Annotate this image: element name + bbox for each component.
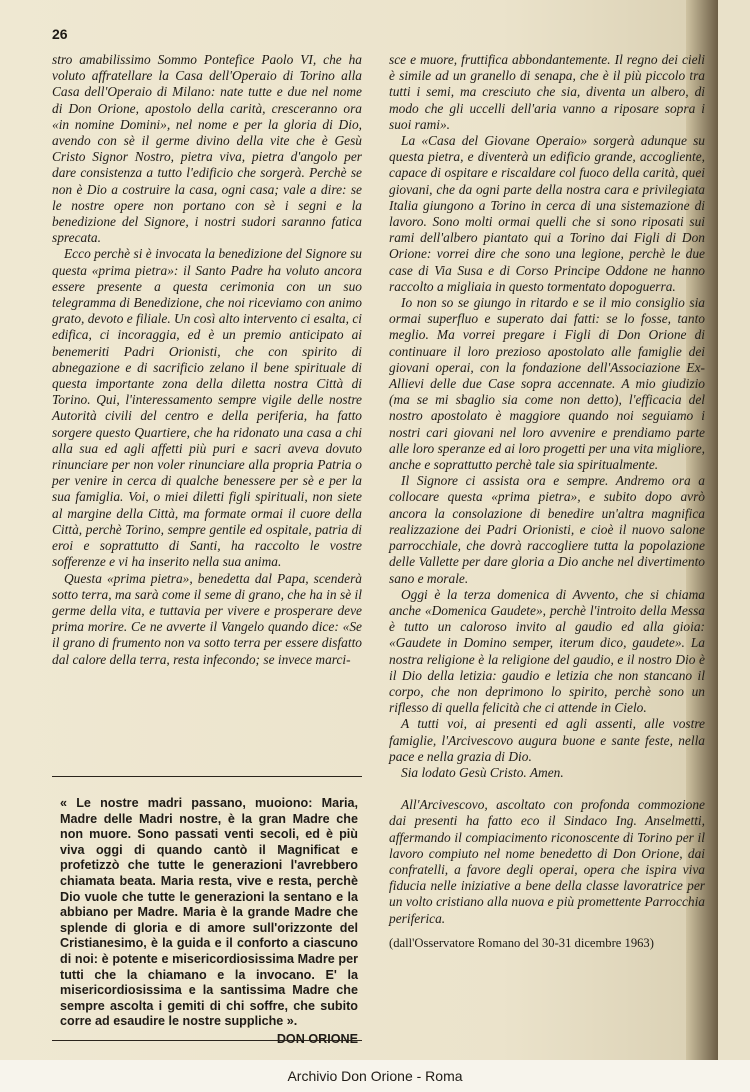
divider-bottom: [52, 1040, 362, 1041]
paragraph: Sia lodato Gesù Cristo. Amen.: [401, 764, 564, 780]
paragraph: sce e muore, fruttifica abbondantemente. Il regno dei cieli è simile ad un granello di senapa, che è il più piccolo tra tutti i semi, ma cresciuto che sia, diventa un albero, di modo che gli uccelli dell'aria vanno a riposare sopra i suoi rami».: [389, 52, 705, 132]
paragraph: Ecco perchè si è invocata la benedizione del Signore su questa «prima pietra»: il Santo Padre ha voluto ancora essere presente a questa cerimonia con un suo telegramma di Benedizione, che noi riceviamo con animo grato, devoto e filiale. Un così alto intervento ci esalta, ci edifica, ci incoraggia, ed è un premio anticipato ai benemeriti Padri Orionisti, che con spirito di abnegazione e di sacrificio zelano il bene spirituale di questa importante zona della diletta nostra Città di Torino. Qui, l'interessamento sempre vigile delle nostre Autorità civili del centro e della periferia, ha fatto sorgere questo Quartiere, che ha ridonato una casa a chi alla sua ed agli affetti più puri e sacri aveva dovuto rinunciare per non voler rinunciare alla propria Patria o per venire in cerca di qualche benessere per sè e per la sua famiglia. Voi, o miei diletti figli spirituali, non siete al margine della Città, ma formate ormai il cuore della Città, perchè Torino, sempre gentile ed ospitale, patria di eroi e soprattutto di Santi, ha raccolto le vostre sofferenze e vi ha inserito nella sua anima.: [52, 246, 362, 570]
archive-footer: Archivio Don Orione - Roma: [0, 1060, 750, 1092]
don-orione-quote: [60, 796, 358, 1048]
source-citation: (dall'Osservatore Romano del 30-31 dicembre 1963): [389, 935, 654, 950]
quote-text: « Le nostre madri passano, muoiono: Maria, Madre delle Madri nostre, è la gran Madre che non muore. Sono passati venti secoli, ed è più viva oggi di quando cantò il Magnificat e profetizzò che tutte le generazioni l'avrebbero chiamata beata. Maria resta, vive e resta, perchè Dio vuole che tutte le generazioni la sentano e la abbiano per Madre. Maria è la grande Madre che splende di gloria e di amore sull'orizzonte del Cristianesimo, è la guida e il conforto a ciascuno di noi: è potente e misericordiosissima Madre per tutti che la chiamano e la invocano. E' la misericordiosissima e la santissima Madre che sempre ascolta i gemiti di chi soffre, che subito corre ad esaudire le nostre suppliche ».: [60, 796, 358, 1029]
left-column: [52, 52, 362, 668]
paragraph: Il Signore ci assista ora e sempre. Andremo ora a collocare questa «prima pietra», e subito dopo avrò ancora la consolazione di benedire un'altra magnifica realizzazione dei Padri Orionisti, e cioè il nuovo salone parrocchiale, che dovrà raccogliere tutta la popolazione delle Vallette per dare gloria a Dio anche nel divertimento sano e morale.: [389, 473, 705, 586]
quote-signature: DON ORIONE: [276, 1031, 358, 1046]
right-column: [389, 52, 705, 951]
paragraph: Io non so se giungo in ritardo e se il mio consiglio sia ormai superfluo e superato dai fatti: se lo fosse, tanto meglio. Ma vorrei pregare i Figli di Don Orione di continuare il loro prezioso apostolato alle famiglie dei giovani operai, con la fondazione dell'Associazione Ex-Allievi delle due Case sopra accennate. A mio giudizio (ma se mi sbaglio sia come non detto), l'efficacia del nostro apostolato è maggiore quando noi seguiamo i nostri cari giovani nel loro avvenire e prendiamo parte alle loro speranze ed ai loro progetti per una vita migliore, anche e soprattutto perchè tale sia spiritualmente.: [389, 295, 706, 473]
paragraph: Questa «prima pietra», benedetta dal Papa, scenderà sotto terra, ma sarà come il seme di grano, che ha in sè il germe della vita, e tuttavia per vivere e prosperare deve prima morire. Ce ne avverte il Vangelo quando dice: «Se il grano di frumento non va sotto terra per essere disfatto dal calore della terra, resta infecondo; se invece marci-: [52, 570, 362, 667]
paragraph: Oggi è la terza domenica di Avvento, che si chiama anche «Domenica Gaudete», perchè l'introito della Messa è tutto un caloroso invito al gaudio ed alla gioia: «Gaudete in Domino semper, iterum dico, gaudete». La nostra religione è la religione del gaudio, e il nostro Dio è il Dio della letizia: gaudio e letizia che non stancano il corpo, che non deprimono lo spirito, perchè sono un riflesso di quella felicità che ci attende in Cielo.: [389, 586, 705, 716]
page-number: 26: [52, 26, 68, 42]
paragraph: stro amabilissimo Sommo Pontefice Paolo VI, che ha voluto affratellare la Casa dell'Operaio di Torino alla Casa dell'Operaio di Milano: nate tutte e due nel nome di Don Orione, apostolo della carità, cresceranno ora «in nomine Domini», nel nome e per la gloria di Dio, avendo con sè il germe divino della vite che è Gesù Cristo Signor Nostro, pietra viva, pietra d'angolo per dare consistenza a tutto l'edificio che sorgerà. Perchè se non è Dio a costruire la casa, ogni casa; vale a dire: se le nostre opere non portano con sè i segni e la benedizione del Signore, i nostri sudori saranno fatica sprecata.: [52, 52, 362, 246]
paragraph: All'Arcivescovo, ascoltato con profonda commozione dai presenti ha fatto eco il Sindaco Ing. Anselmetti, affermando il compiacimento riconoscente di Torino per il lavoro compiuto nel nome benedetto di Don Orione, dai confratelli, a favore degli operai, opera che ispira viva fiducia nelle iniziative a bene della classe lavoratrice per un volto cristiano alla nuova e più promettente Parrocchia periferica.: [389, 797, 705, 926]
paragraph: La «Casa del Giovane Operaio» sorgerà adunque su questa pietra, e diventerà un edificio grande, accogliente, capace di ospitare e riscaldare col fuoco della carità, quei giovani, che da ogni parte della nostra cara e privilegiata Italia giungono a Torino in cerca di una sistemazione di lavoro. Sono molti ormai quelli che si sono riposati sui rami dell'albero piantato qui a Torino dai Figli di Don Orione: vorrei dire che sono una legione, perchè le due case di Via Susa e di Corso Principe Oddone ne hanno raccolto a migliaia in questo tormentato dopoguerra.: [389, 133, 705, 294]
paragraph: A tutti voi, ai presenti ed agli assenti, alle vostre famiglie, l'Arcivescovo augura buone e sante feste, nella pace e nella grazia di Dio.: [389, 716, 705, 764]
divider-top: [52, 776, 362, 777]
